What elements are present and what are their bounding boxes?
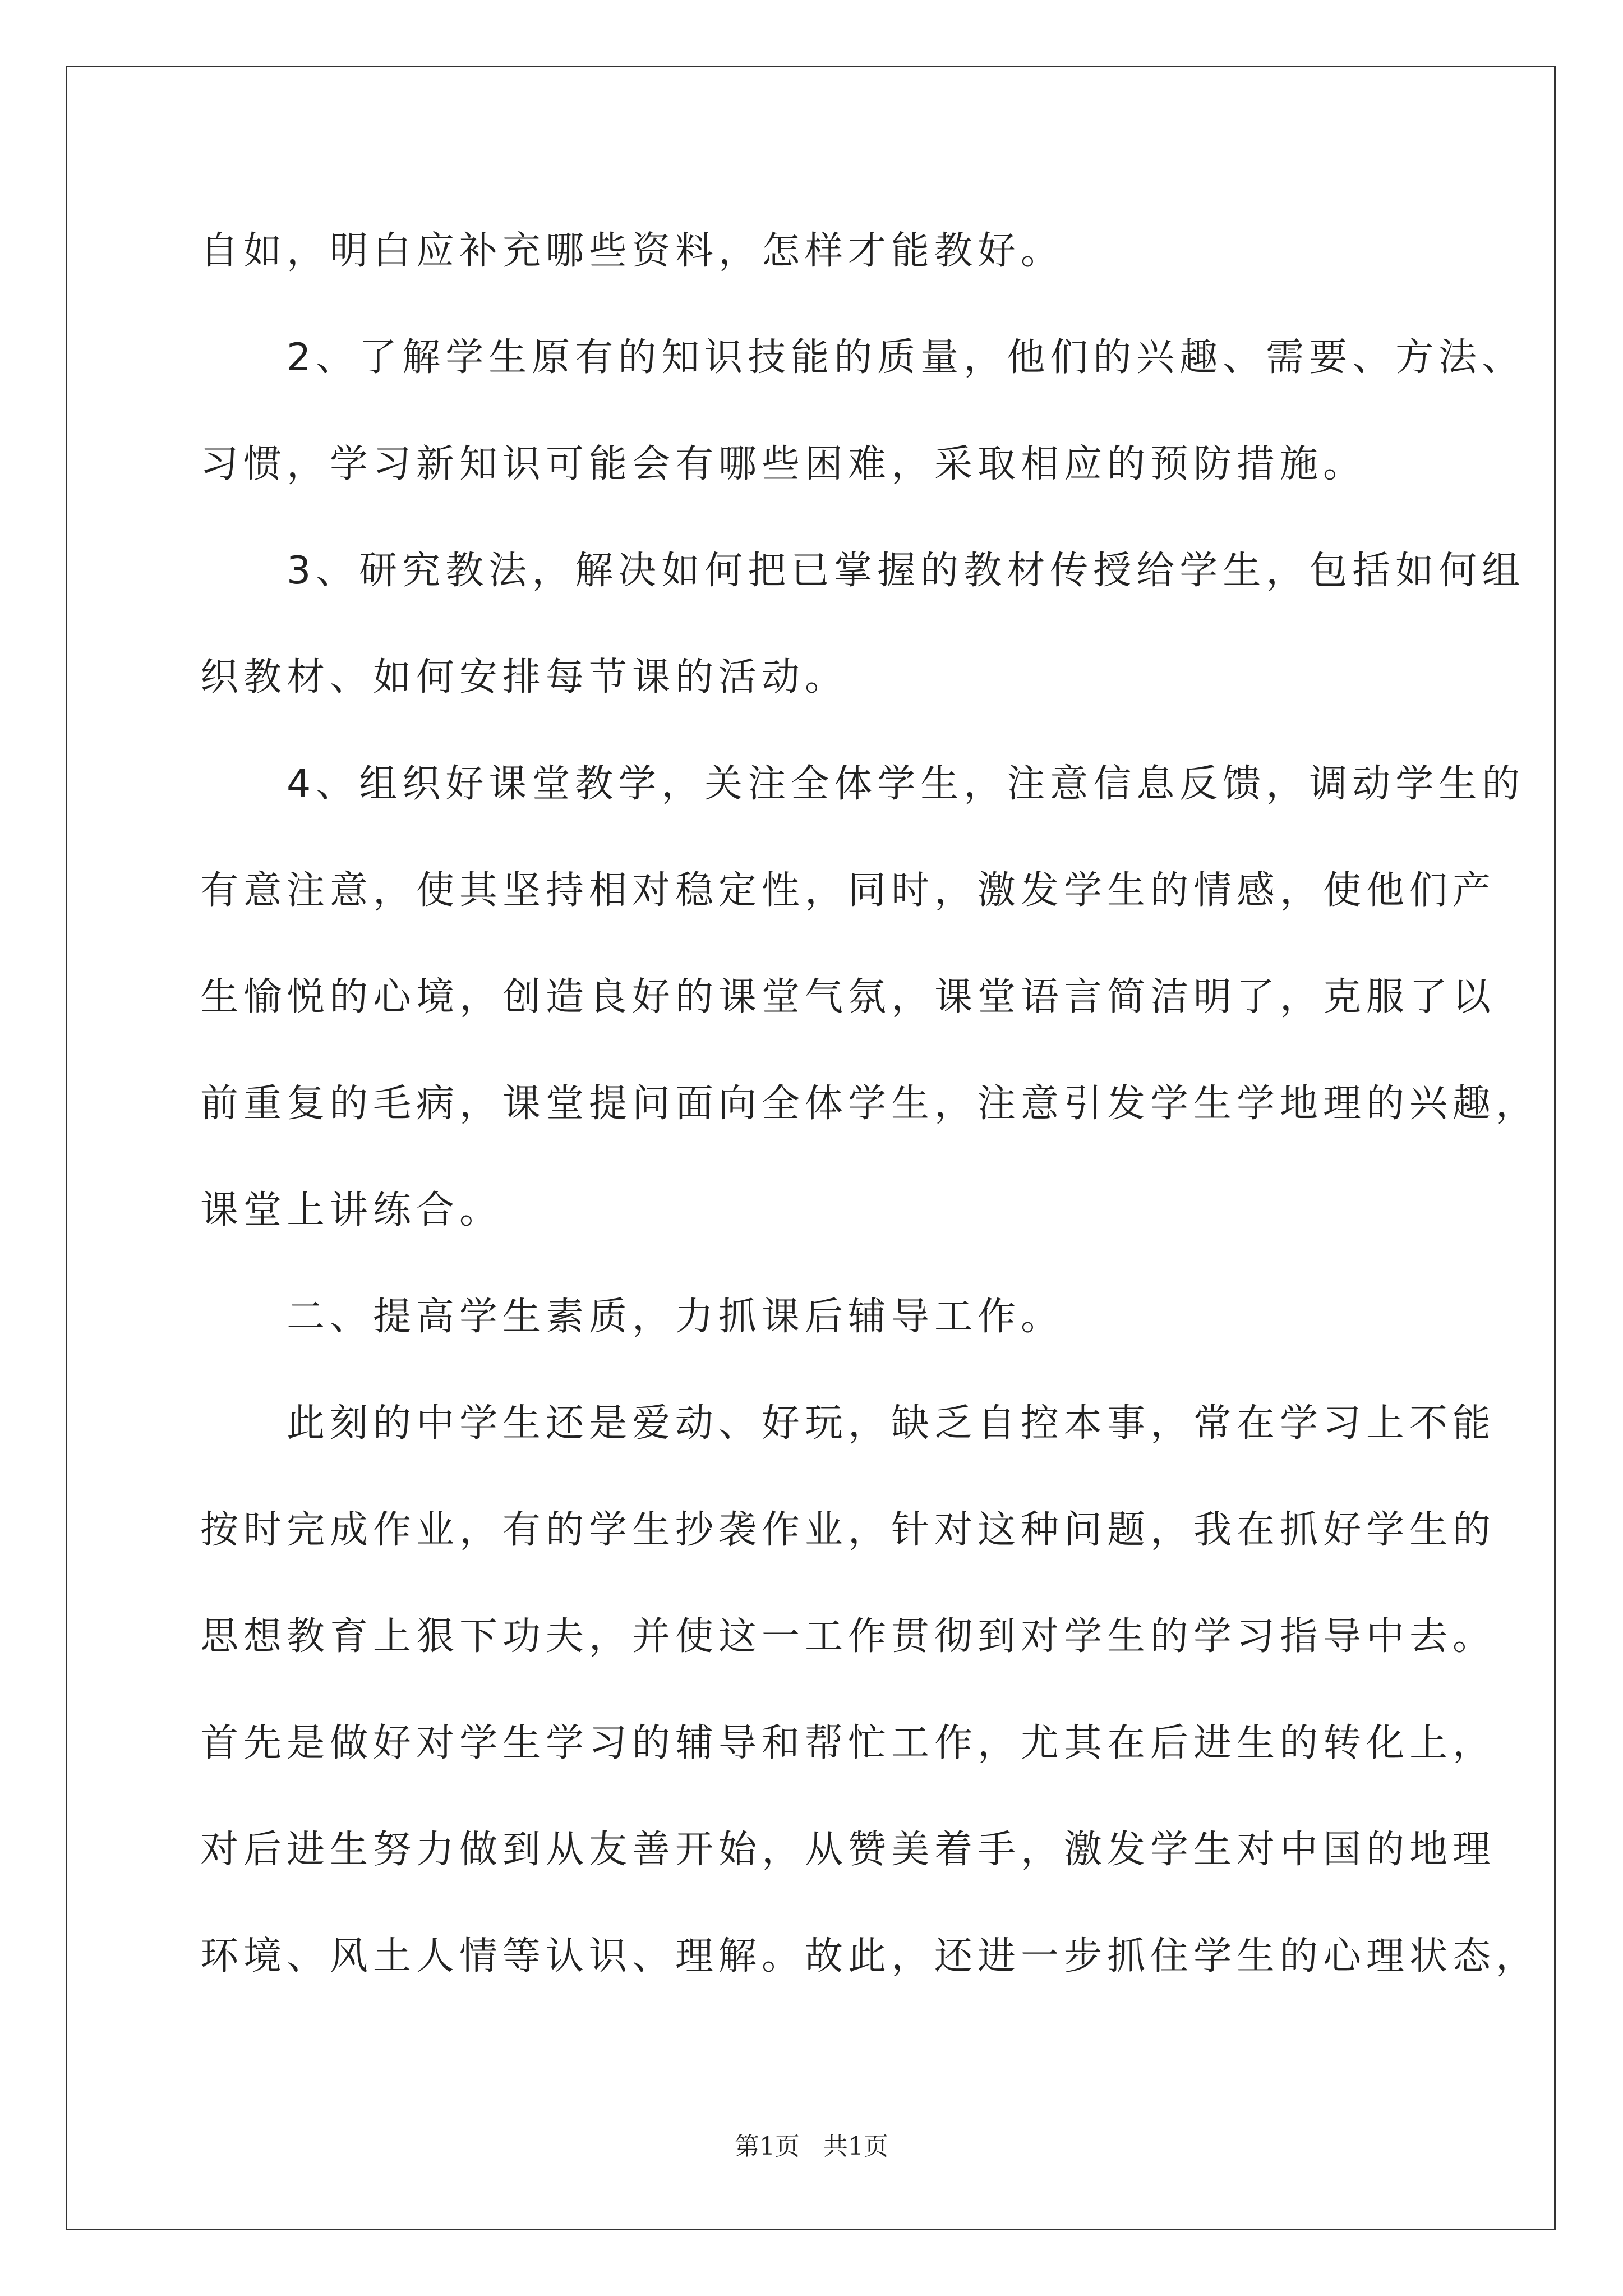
text-line: 对后进生努力做到从友善开始，从赞美着手，激发学生对中国的地理	[200, 1828, 1496, 1872]
page-border	[66, 66, 1556, 2230]
text-line: 有意注意，使其坚持相对稳定性，同时，激发学生的情感，使他们产	[200, 868, 1496, 913]
text-line: 环境、风土人情等认识、理解。故此，还进一步抓住学生的心理状态，	[200, 1934, 1539, 1978]
text-line: 思想教育上狠下功夫，并使这一工作贯彻到对学生的学习指导中去。	[200, 1614, 1496, 1659]
text-line: 自如，明白应补充哪些资料，怎样才能教好。	[200, 229, 1064, 273]
text-line: 织教材、如何安排每节课的活动。	[200, 655, 849, 700]
page-number: 第1页	[735, 2132, 800, 2161]
page-count: 共1页	[823, 2132, 888, 2161]
text-line: 首先是做好对学生学习的辅导和帮忙工作，尤其在后进生的转化上，	[200, 1721, 1496, 1765]
section-heading: 二、提高学生素质，力抓课后辅导工作。	[200, 1295, 1064, 1339]
text-line: 习惯，学习新知识可能会有哪些困难，采取相应的预防措施。	[200, 442, 1367, 486]
text-line: 3、研究教法，解决如何把已掌握的教材传授给学生，包括如何组	[200, 549, 1525, 593]
text-line: 课堂上讲练合。	[200, 1188, 503, 1232]
text-line: 按时完成作业，有的学生抄袭作业，针对这种问题，我在抓好学生的	[200, 1508, 1496, 1552]
page-footer	[0, 2126, 1623, 2162]
text-line: 生愉悦的心境，创造良好的课堂气氛，课堂语言简洁明了，克服了以	[200, 975, 1496, 1019]
text-line: 4、组织好课堂教学，关注全体学生，注意信息反馈，调动学生的	[200, 762, 1525, 806]
text-line: 前重复的毛病，课堂提问面向全体学生，注意引发学生学地理的兴趣，	[200, 1082, 1539, 1126]
text-line: 2、了解学生原有的知识技能的质量，他们的兴趣、需要、方法、	[200, 335, 1525, 380]
text-line: 此刻的中学生还是爱动、好玩，缺乏自控本事，常在学习上不能	[200, 1401, 1496, 1446]
